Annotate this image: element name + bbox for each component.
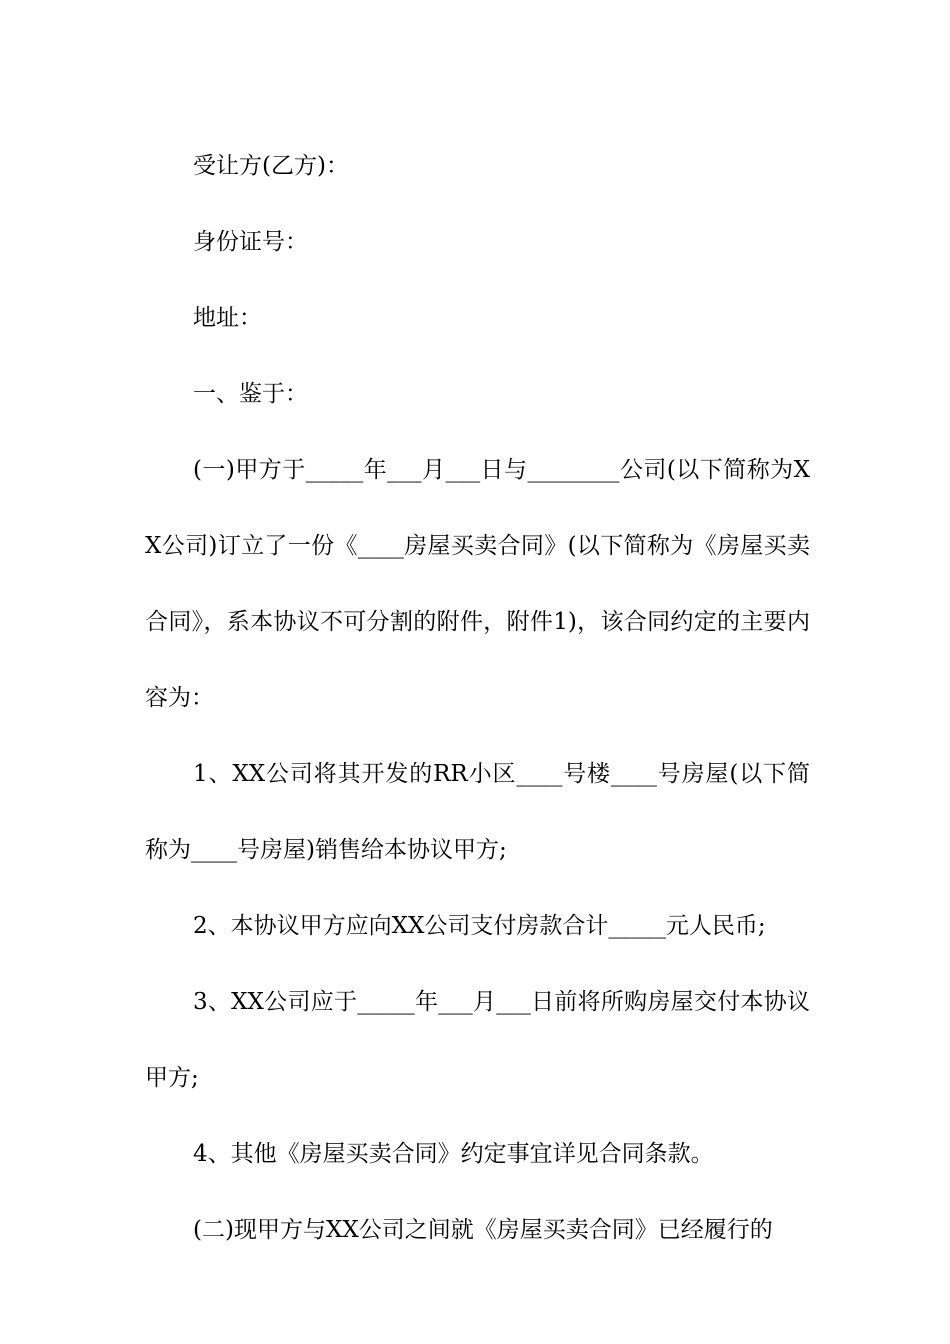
transferee-label: 受让方(乙方)： <box>193 153 349 179</box>
item-3-paragraph: 3、XX公司应于_____年___月___日前将所购房屋交付本协议甲方; <box>145 989 810 1091</box>
id-number-label: 身份证号： <box>193 229 308 255</box>
item-2-paragraph: 2、本协议甲方应向XX公司支付房款合计_____元人民币; <box>193 913 766 939</box>
address-label: 地址： <box>193 305 262 331</box>
section-heading-whereas: 一、鉴于： <box>193 381 308 407</box>
clause-1-paragraph: (一)甲方于_____年___月___日与________公司(以下简称为XX公司)订立了一份《____房屋买卖合同》(以下简称为《房屋买卖合同》，系本协议不可分割的附件，附件1)，该合同约定的主要内容为： <box>145 457 810 711</box>
document-body <box>145 128 810 1268</box>
item-1-paragraph: 1、XX公司将其开发的RR小区____号楼____号房屋(以下简称为____号房屋)销售给本协议甲方; <box>145 761 810 863</box>
clause-2-paragraph: (二)现甲方与XX公司之间就《房屋买卖合同》已经履行的 <box>193 1217 773 1243</box>
item-4-paragraph: 4、其他《房屋买卖合同》约定事宜详见合同条款。 <box>193 1141 714 1167</box>
